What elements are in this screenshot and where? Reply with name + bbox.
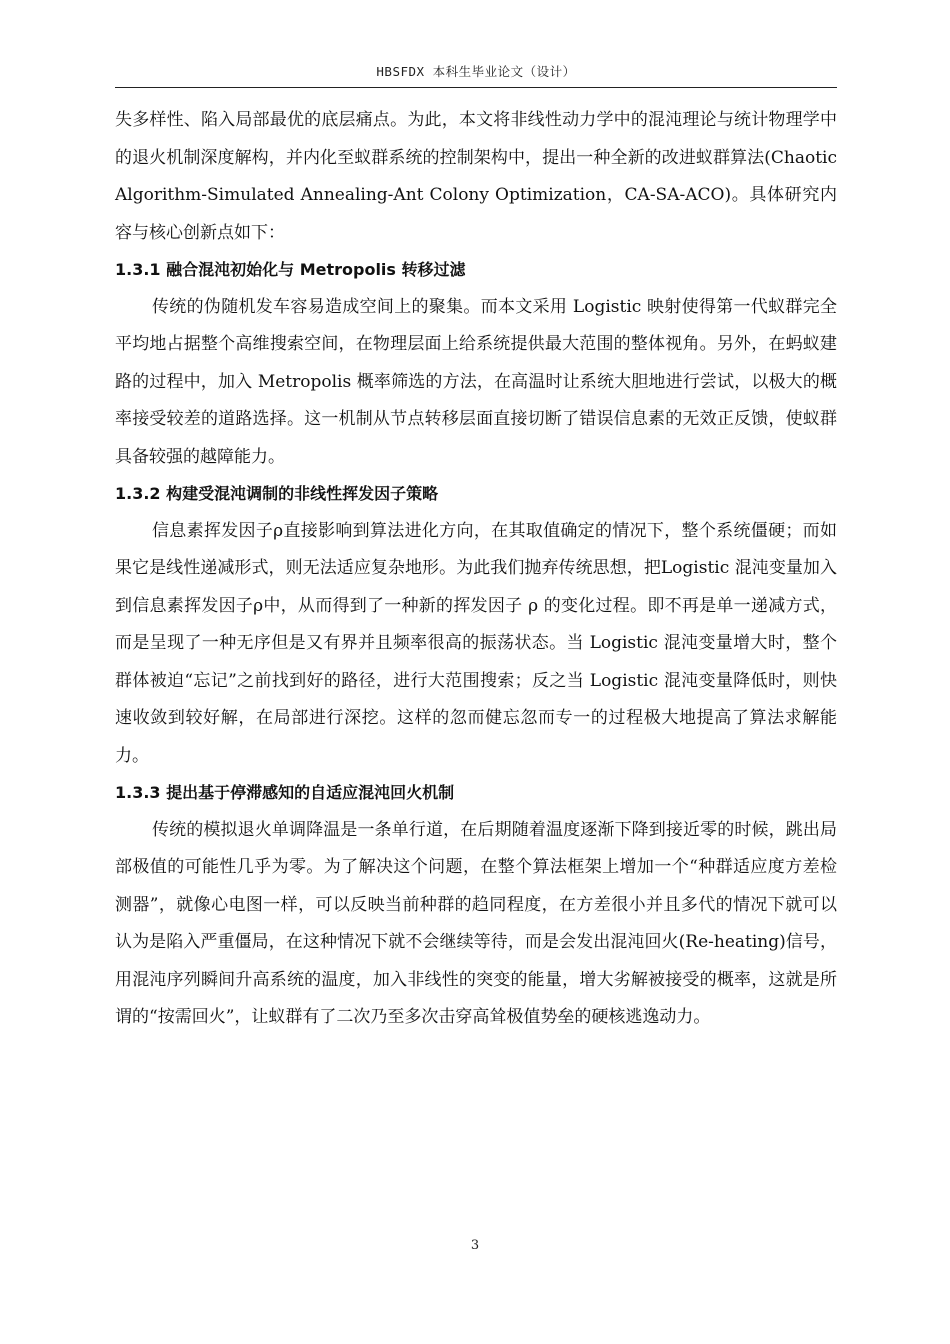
section-paragraph-1-3-1: 传统的伪随机发车容易造成空间上的聚集。而本文采用 Logistic 映射使得第一代蚁群完全平均地占据整个高维搜索空间，在物理层面上给系统提供最大范围的整体视角。另外，在蚂蚁建路的过程中，加入 Metropolis 概率筛选的方法，在高温时让系统大胆地进行尝试，以极大的概率接受较差的道路选择。这一机制从节点转移层面直接切断了错误信息素的无效正反馈，使蚁群具备较强的越障能力。 [115, 296, 837, 467]
section-heading-1-3-2: 1.3.2 构建受混沌调制的非线性挥发因子策略 [115, 484, 439, 503]
page-number: 3 [470, 1238, 480, 1253]
intro-paragraph: 失多样性、陷入局部最优的底层痛点。为此，本文将非线性动力学中的混沌理论与统计物理学中的退火机制深度解构，并内化至蚁群系统的控制架构中，提出一种全新的改进蚁群算法(Chaotic Algorithm-Simulated Annealing-Ant Colony Optimization，CA-SA-ACO)。具体研究内容与核心创新点如下： [115, 110, 837, 243]
page-body [115, 102, 837, 1037]
page-header: HBSFDX 本科生毕业论文（设计） [376, 64, 576, 79]
section-paragraph-1-3-3: 传统的模拟退火单调降温是一条单行道，在后期随着温度逐渐下降到接近零的时候，跳出局部极值的可能性几乎为零。为了解决这个问题，在整个算法框架上增加一个“种群适应度方差检测器”，就像心电图一样，可以反映当前种群的趋同程度，在方差很小并且多代的情况下就可以认为是陷入严重僵局，在这种情况下就不会继续等待，而是会发出混沌回火(Re-heating)信号，用混沌序列瞬间升高系统的温度，加入非线性的突变的能量，增大劣解被接受的概率，这就是所谓的“按需回火”，让蚁群有了二次乃至多次击穿高耸极值势垒的硬核逃逸动力。 [115, 819, 837, 1027]
section-heading-1-3-3: 1.3.3 提出基于停滞感知的自适应混沌回火机制 [115, 783, 455, 802]
section-paragraph-1-3-2: 信息素挥发因子ρ直接影响到算法进化方向，在其取值确定的情况下，整个系统僵硬；而如果它是线性递减形式，则无法适应复杂地形。为此我们抛弃传统思想，把Logistic 混沌变量加入到信息素挥发因子ρ中，从而得到了一种新的挥发因子 ρ 的变化过程。即不再是单一递减方式，而是呈现了一种无序但是又有界并且频率很高的振荡状态。当 Logistic 混沌变量增大时，整个群体被迫“忘记”之前找到好的路径，进行大范围搜索；反之当 Logistic 混沌变量降低时，则快速收敛到较好解，在局部进行深挖。这样的忽而健忘忽而专一的过程极大地提高了算法求解能力。 [115, 520, 837, 766]
header-rule [115, 87, 837, 88]
section-heading-1-3-1: 1.3.1 融合混沌初始化与 Metropolis 转移过滤 [115, 260, 466, 279]
